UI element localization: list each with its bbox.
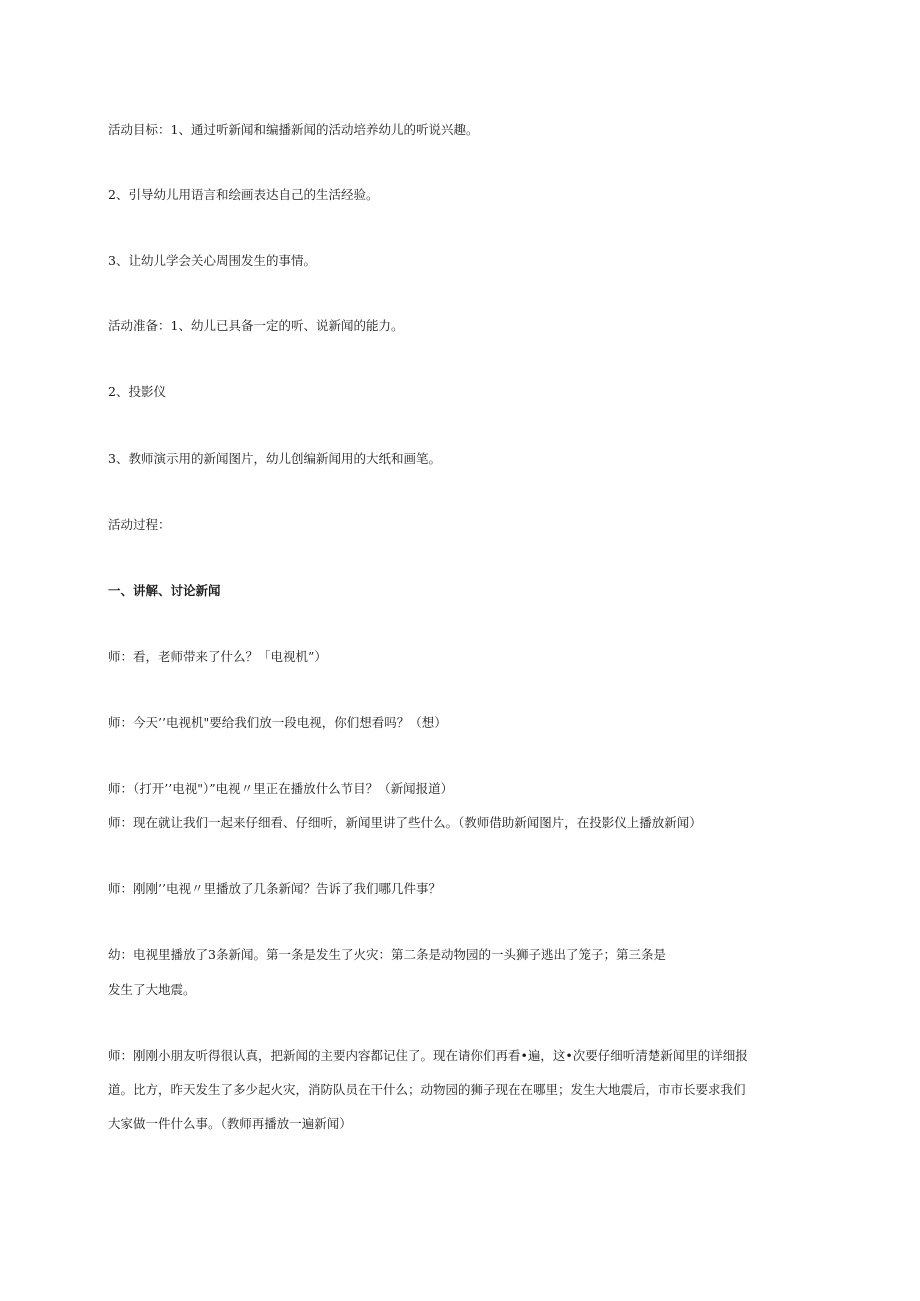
dialogue-line-3: 师：（打开’’电视"）”电视〃里正在播放什么节目？（新闻报道） [108, 781, 454, 796]
child-answer-line-2: 发生了大地震。 [108, 982, 196, 997]
dialogue-line-1: 师：看，老师带来了什么？「电视机”） [108, 649, 327, 664]
dialogue-line-5: 师：刚刚’’电视〃里播放了几条新闻？告诉了我们哪几件事？ [108, 881, 441, 896]
teacher-line-3: 大家做一件什么事。（教师再播放一遍新闻） [108, 1116, 352, 1131]
prep-line-2: 2、投影仪 [108, 384, 166, 399]
teacher-line-1: 师：刚刚小朋友听得很认真，把新闻的主要内容都记住了。现在请你们再看•遍，这•次要仔细听清楚新闻里的详细报 [108, 1048, 748, 1063]
dialogue-line-4: 师：现在就让我们一起来仔细看、仔细听，新闻里讲了些什么。（教师借助新闻图片，在投影仪上播放新闻） [108, 815, 702, 830]
prep-line-3: 3、教师演示用的新闻图片，幼儿创编新闻用的大纸和画笔。 [108, 451, 441, 466]
process-label: 活动过程： [108, 517, 171, 532]
teacher-line-2: 道。比方，昨天发生了多少起火灾，消防队员在干什么；动物园的狮子现在在哪里；发生大地震后，市市长要求我们 [108, 1082, 746, 1097]
goal-line-1: 活动目标：1、通过听新闻和编播新闻的活动培养幼儿的听说兴趣。 [108, 122, 479, 137]
goal-line-2: 2、引导幼儿用语言和绘画表达自己的生活经验。 [108, 187, 379, 202]
dialogue-line-2: 师：今天’’电视机"要给我们放一段电视，你们想看吗？（想） [108, 715, 447, 730]
section-heading: 一、讲解、讨论新闻 [108, 583, 221, 598]
goal-line-3: 3、让幼儿学会关心周围发生的事情。 [108, 253, 316, 268]
child-answer-line-1: 幼：电视里播放了3条新闻。第一条是发生了火灾：第二条是动物园的一头狮子逃出了笼子；第三条是 [108, 947, 666, 962]
prep-line-1: 活动准备：1、幼儿已具备一定的听、说新闻的能力。 [108, 318, 404, 333]
